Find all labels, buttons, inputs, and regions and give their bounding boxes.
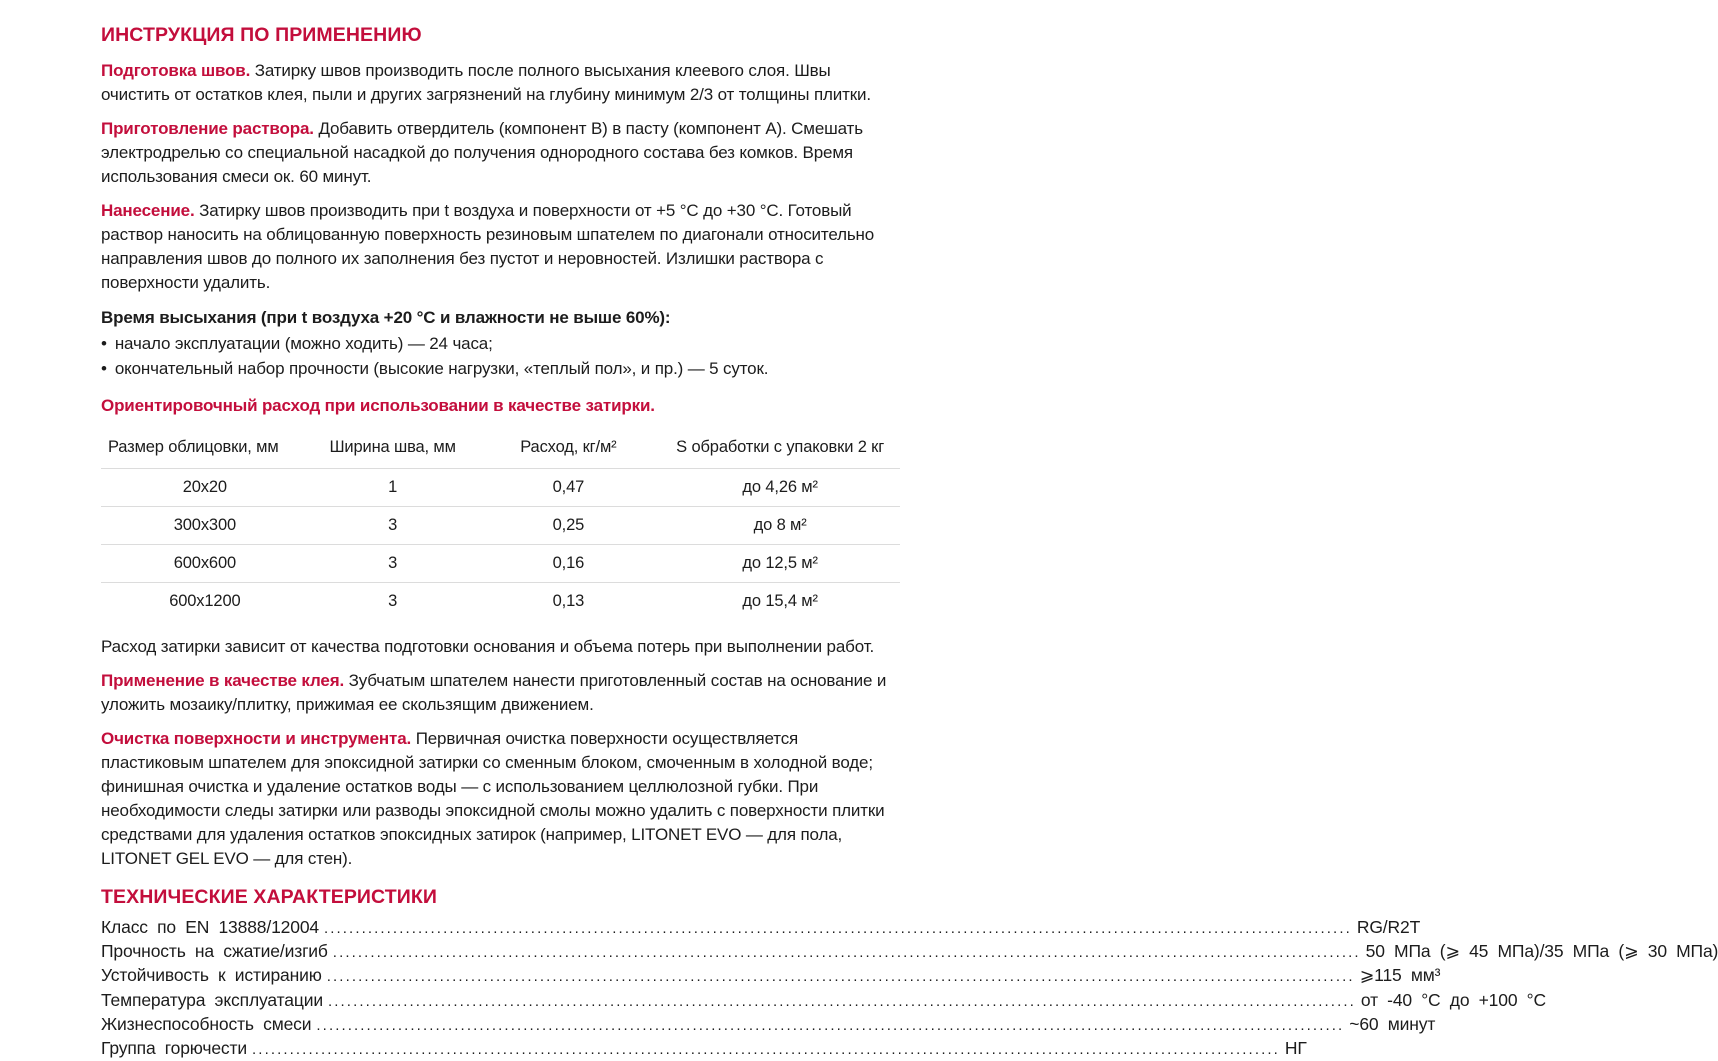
dot-leader bbox=[327, 964, 1355, 988]
spec-value: RG/R2T bbox=[1356, 917, 1421, 937]
drying-time-list bbox=[101, 331, 900, 381]
table-row bbox=[101, 469, 900, 507]
spec-label: Группа горючести bbox=[101, 1038, 248, 1059]
table-cell: 3 bbox=[309, 583, 477, 621]
table-cell: 0,16 bbox=[477, 545, 661, 583]
spec-row bbox=[101, 1037, 1307, 1061]
preparation-paragraph bbox=[101, 59, 900, 107]
table-cell: 600х600 bbox=[101, 545, 309, 583]
spec-row bbox=[101, 916, 1421, 940]
adhesive-lead: Применение в качестве клея. bbox=[101, 671, 345, 690]
bullet-marker: • bbox=[101, 359, 107, 378]
preparation-body: Затирку швов производить после полного высыхания клеевого слоя. Швы очистить от остатков клея, пыли и других загрязнений на глубину минимум 2/3 от толщины плитки. bbox=[101, 61, 871, 104]
list-item-text: окончательный набор прочности (высокие нагрузки, «теплый пол», и пр.) — 5 суток. bbox=[114, 359, 769, 378]
table-cell: до 4,26 м² bbox=[660, 469, 900, 507]
consumption-note: Расход затирки зависит от качества подготовки основания и объема потерь при выполнении работ. bbox=[101, 637, 875, 656]
dot-leader bbox=[328, 989, 1356, 1013]
spec-value: ⩾115 мм³ bbox=[1359, 965, 1441, 986]
consumption-heading: Ориентировочный расход при использовании в качестве затирки. bbox=[101, 396, 655, 415]
spec-value: от -40 °C до +100 °C bbox=[1360, 989, 1546, 1010]
table-header-cell: S обработки с упаковки 2 кг bbox=[676, 438, 885, 456]
drying-time-heading: Время высыхания (при t воздуха +20 °C и влажности не выше 60%): bbox=[101, 308, 671, 327]
bullet-marker: • bbox=[101, 334, 107, 353]
table-header-row bbox=[101, 430, 900, 469]
mixing-paragraph bbox=[101, 117, 900, 189]
spec-row bbox=[101, 964, 1441, 988]
usage-instructions-heading: ИНСТРУКЦИЯ ПО ПРИМЕНЕНИЮ bbox=[101, 24, 422, 46]
table-cell: 0,13 bbox=[477, 583, 661, 621]
spec-label: Прочность на сжатие/изгиб bbox=[101, 941, 328, 962]
adhesive-paragraph bbox=[101, 669, 900, 717]
spec-label: Жизнеспособность смеси bbox=[101, 1013, 312, 1034]
spec-label: Класс по EN 13888/12004 bbox=[101, 917, 319, 937]
dot-leader bbox=[316, 1013, 1344, 1037]
table-cell: до 15,4 м² bbox=[660, 583, 900, 621]
table-header-cell: Ширина шва, мм bbox=[329, 438, 456, 456]
cleaning-paragraph bbox=[101, 727, 900, 871]
table-row bbox=[101, 545, 900, 583]
table-cell: 600х1200 bbox=[101, 583, 309, 621]
table-cell: 20х20 bbox=[101, 469, 309, 507]
preparation-lead: Подготовка швов. bbox=[101, 61, 251, 80]
dot-leader bbox=[333, 940, 1361, 964]
spec-label: Устойчивость к истиранию bbox=[101, 965, 322, 986]
tech-specs-heading: ТЕХНИЧЕСКИЕ ХАРАКТЕРИСТИКИ bbox=[101, 886, 437, 908]
dot-leader bbox=[252, 1037, 1280, 1061]
spec-row bbox=[101, 989, 1546, 1013]
spec-row bbox=[101, 1013, 1436, 1037]
table-cell: 0,47 bbox=[477, 469, 661, 507]
list-item bbox=[101, 331, 900, 356]
application-lead: Нанесение. bbox=[101, 201, 195, 220]
table-cell: до 12,5 м² bbox=[660, 545, 900, 583]
tech-specs-list bbox=[101, 916, 1718, 1061]
table-row bbox=[101, 507, 900, 545]
list-item-text: начало эксплуатации (можно ходить) — 24 часа; bbox=[114, 334, 493, 353]
cleaning-body: Первичная очистка поверхности осуществляется пластиковым шпателем для эпоксидной затирки со сменным блоком, смоченным в холодной воде; финишная очистка и удаление остатков воды — с использованием целлюлозной губки. При необходимости следы затирки или разводы эпоксидной смолы можно удалить с поверхности плитки средствами для удаления остатков эпоксидных затирок (например, LITONET EVO — для пола, LITONET GEL EVO — для стен). bbox=[101, 729, 885, 868]
table-row bbox=[101, 583, 900, 621]
table-header-cell: Расход, кг/м² bbox=[520, 438, 617, 456]
application-body: Затирку швов производить при t воздуха и поверхности от +5 °C до +30 °C. Готовый раствор наносить на облицованную поверхность резиновым шпателем по диагонали относительно направления швов до полного их заполнения без пустот и неровностей. Излишки раствора с поверхности удалить. bbox=[101, 201, 875, 292]
spec-value: 50 МПа (⩾ 45 МПа)/35 МПа (⩾ 30 МПа) bbox=[1365, 941, 1718, 962]
table-header-cell: Размер облицовки, мм bbox=[108, 438, 279, 456]
spec-value: НГ bbox=[1284, 1038, 1307, 1059]
spec-value: ~60 минут bbox=[1349, 1013, 1436, 1034]
dot-leader bbox=[324, 916, 1352, 940]
table-cell: до 8 м² bbox=[660, 507, 900, 545]
cleaning-lead: Очистка поверхности и инструмента. bbox=[101, 729, 412, 748]
list-item bbox=[101, 356, 900, 381]
table-cell: 3 bbox=[309, 507, 477, 545]
spec-row bbox=[101, 940, 1718, 964]
table-cell: 1 bbox=[309, 469, 477, 507]
spec-label: Температура эксплуатации bbox=[101, 989, 323, 1010]
mixing-body: Добавить отвердитель (компонент B) в пасту (компонент A). Смешать электродрелью со специальной насадкой до получения однородного состава без комков. Время использования смеси ок. 60 минут. bbox=[101, 119, 863, 186]
table-cell: 300х300 bbox=[101, 507, 309, 545]
adhesive-body: Зубчатым шпателем нанести приготовленный состав на основание и уложить мозаику/плитку, прижимая ее скользящим движением. bbox=[101, 671, 887, 714]
consumption-table bbox=[101, 430, 900, 620]
table-cell: 3 bbox=[309, 545, 477, 583]
table-cell: 0,25 bbox=[477, 507, 661, 545]
mixing-lead: Приготовление раствора. bbox=[101, 119, 314, 138]
application-paragraph bbox=[101, 199, 900, 295]
